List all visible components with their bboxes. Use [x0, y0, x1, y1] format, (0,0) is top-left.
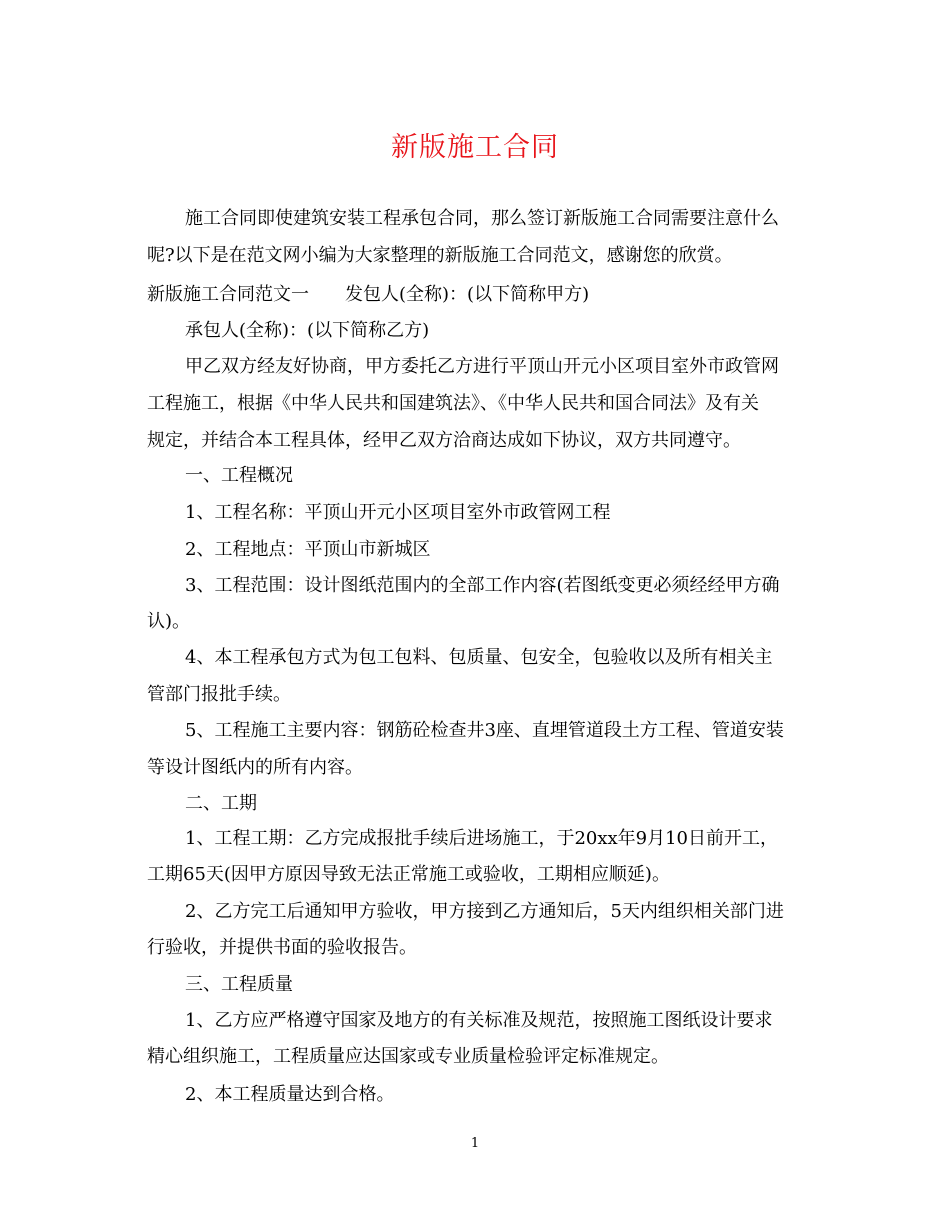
document-title: 新版施工合同: [391, 132, 559, 163]
body-line: 呢?以下是在范文网小编为大家整理的新版施工合同范文，感谢您的欣赏。: [147, 245, 733, 266]
body-line: 精心组织施工，工程质量应达国家或专业质量检验评定标准规定。: [147, 1046, 669, 1067]
body-line: 4、本工程承包方式为包工包料、包质量、包安全，包验收以及所有相关主: [185, 647, 773, 668]
body-line: 承包人(全称)：(以下简称乙方): [185, 320, 430, 341]
section-heading: 二、工期: [185, 793, 257, 814]
body-line: 2、工程地点：平顶山市新城区: [185, 539, 431, 560]
body-line: 工程施工，根据《中华人民共和国建筑法》、《中华人民共和国合同法》及有关: [147, 393, 759, 414]
body-line: 1、工程名称：平顶山开元小区项目室外市政管网工程: [185, 502, 611, 523]
body-line: 1、乙方应严格遵守国家及地方的有关标准及规范，按照施工图纸设计要求: [185, 1010, 773, 1031]
body-line: 5、工程施工主要内容：钢筋砼检查井3座、直埋管道段土方工程、管道安装: [185, 720, 784, 741]
body-line: 行验收，并提供书面的验收报告。: [147, 937, 417, 958]
body-line: 新版施工合同范文一 发包人(全称)：(以下简称甲方): [147, 284, 590, 305]
body-line: 工期65天(因甲方原因导致无法正常施工或验收，工期相应顺延)。: [147, 864, 670, 885]
body-line: 3、工程范围：设计图纸范围内的全部工作内容(若图纸变更必须经经甲方确: [185, 575, 780, 596]
body-line: 等设计图纸内的所有内容。: [147, 757, 363, 778]
section-heading: 三、工程质量: [185, 974, 293, 995]
body-line: 甲乙双方经友好协商，甲方委托乙方进行平顶山开元小区项目室外市政管网: [185, 356, 779, 377]
section-heading: 一、工程概况: [185, 465, 293, 486]
body-line: 1、工程工期：乙方完成报批手续后进场施工，于20xx年9月10日前开工，: [185, 828, 779, 849]
body-line: 2、本工程质量达到合格。: [185, 1084, 395, 1105]
body-line: 规定，并结合本工程具体，经甲乙双方洽商达成如下协议，双方共同遵守。: [147, 430, 741, 451]
body-line: 认)。: [147, 611, 191, 632]
body-line: 施工合同即使建筑安装工程承包合同，那么签订新版施工合同需要注意什么: [185, 208, 779, 229]
body-line: 2、乙方完工后通知甲方验收，甲方接到乙方通知后，5天内组织相关部门进: [185, 901, 784, 922]
page-number: 1: [470, 1136, 480, 1151]
body-line: 管部门报批手续。: [147, 684, 291, 705]
